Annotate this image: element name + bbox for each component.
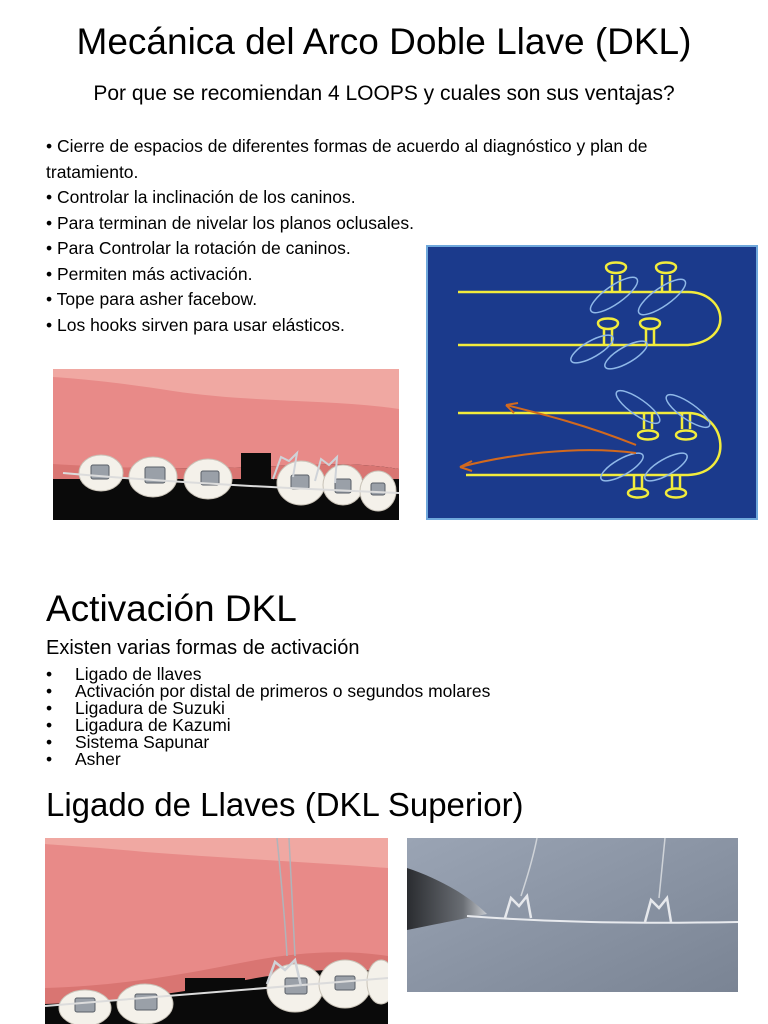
- activation-methods-list: [46, 666, 490, 768]
- list-item-text: Ligadura de Suzuki: [75, 698, 225, 718]
- advantage-item: • Tope para asher facebow.: [46, 289, 258, 309]
- advantage-item: • Para terminan de nivelar los planos oclusales.: [46, 212, 414, 233]
- bullet-marker: •: [46, 749, 53, 769]
- advantage-item: • Cierre de espacios de diferentes formas de acuerdo al diagnóstico y plan de tratamiento.: [46, 136, 648, 182]
- wire-closeup-photo: [407, 838, 738, 992]
- activation-heading: Activación DKL: [46, 588, 297, 629]
- list-item-text: Ligado de llaves: [75, 664, 202, 684]
- dkl-loop-diagram: [426, 245, 758, 520]
- list-item-text: Sistema Sapunar: [75, 732, 210, 752]
- activation-intro: Existen varias formas de activación: [46, 637, 360, 659]
- dental-model-photo-1: [53, 369, 399, 520]
- list-item-text: Activación por distal de primeros o segundos molares: [75, 681, 491, 701]
- dental-model-photo-2: [45, 838, 388, 1024]
- bullet-marker: •: [46, 664, 53, 684]
- advantage-item: • Controlar la inclinación de los caninos.: [46, 187, 356, 207]
- page-title: Mecánica del Arco Doble Llave (DKL): [76, 21, 692, 62]
- ligado-heading: Ligado de Llaves (DKL Superior): [46, 786, 524, 823]
- advantage-item: • Los hooks sirven para usar elásticos.: [46, 314, 345, 335]
- bullet-marker: •: [46, 681, 53, 701]
- bullet-marker: •: [46, 698, 53, 718]
- list-item-text: Ligadura de Kazumi: [75, 715, 231, 735]
- bullet-marker: •: [46, 732, 53, 752]
- bullet-marker: •: [46, 715, 53, 735]
- advantage-item: • Permiten más activación.: [46, 263, 253, 284]
- advantage-item: • Para Controlar la rotación de caninos.: [46, 238, 351, 258]
- list-item-text: Asher: [75, 749, 121, 769]
- list-item: [46, 751, 490, 768]
- page-subtitle: Por que se recomiendan 4 LOOPS y cuales son sus ventajas?: [93, 82, 675, 105]
